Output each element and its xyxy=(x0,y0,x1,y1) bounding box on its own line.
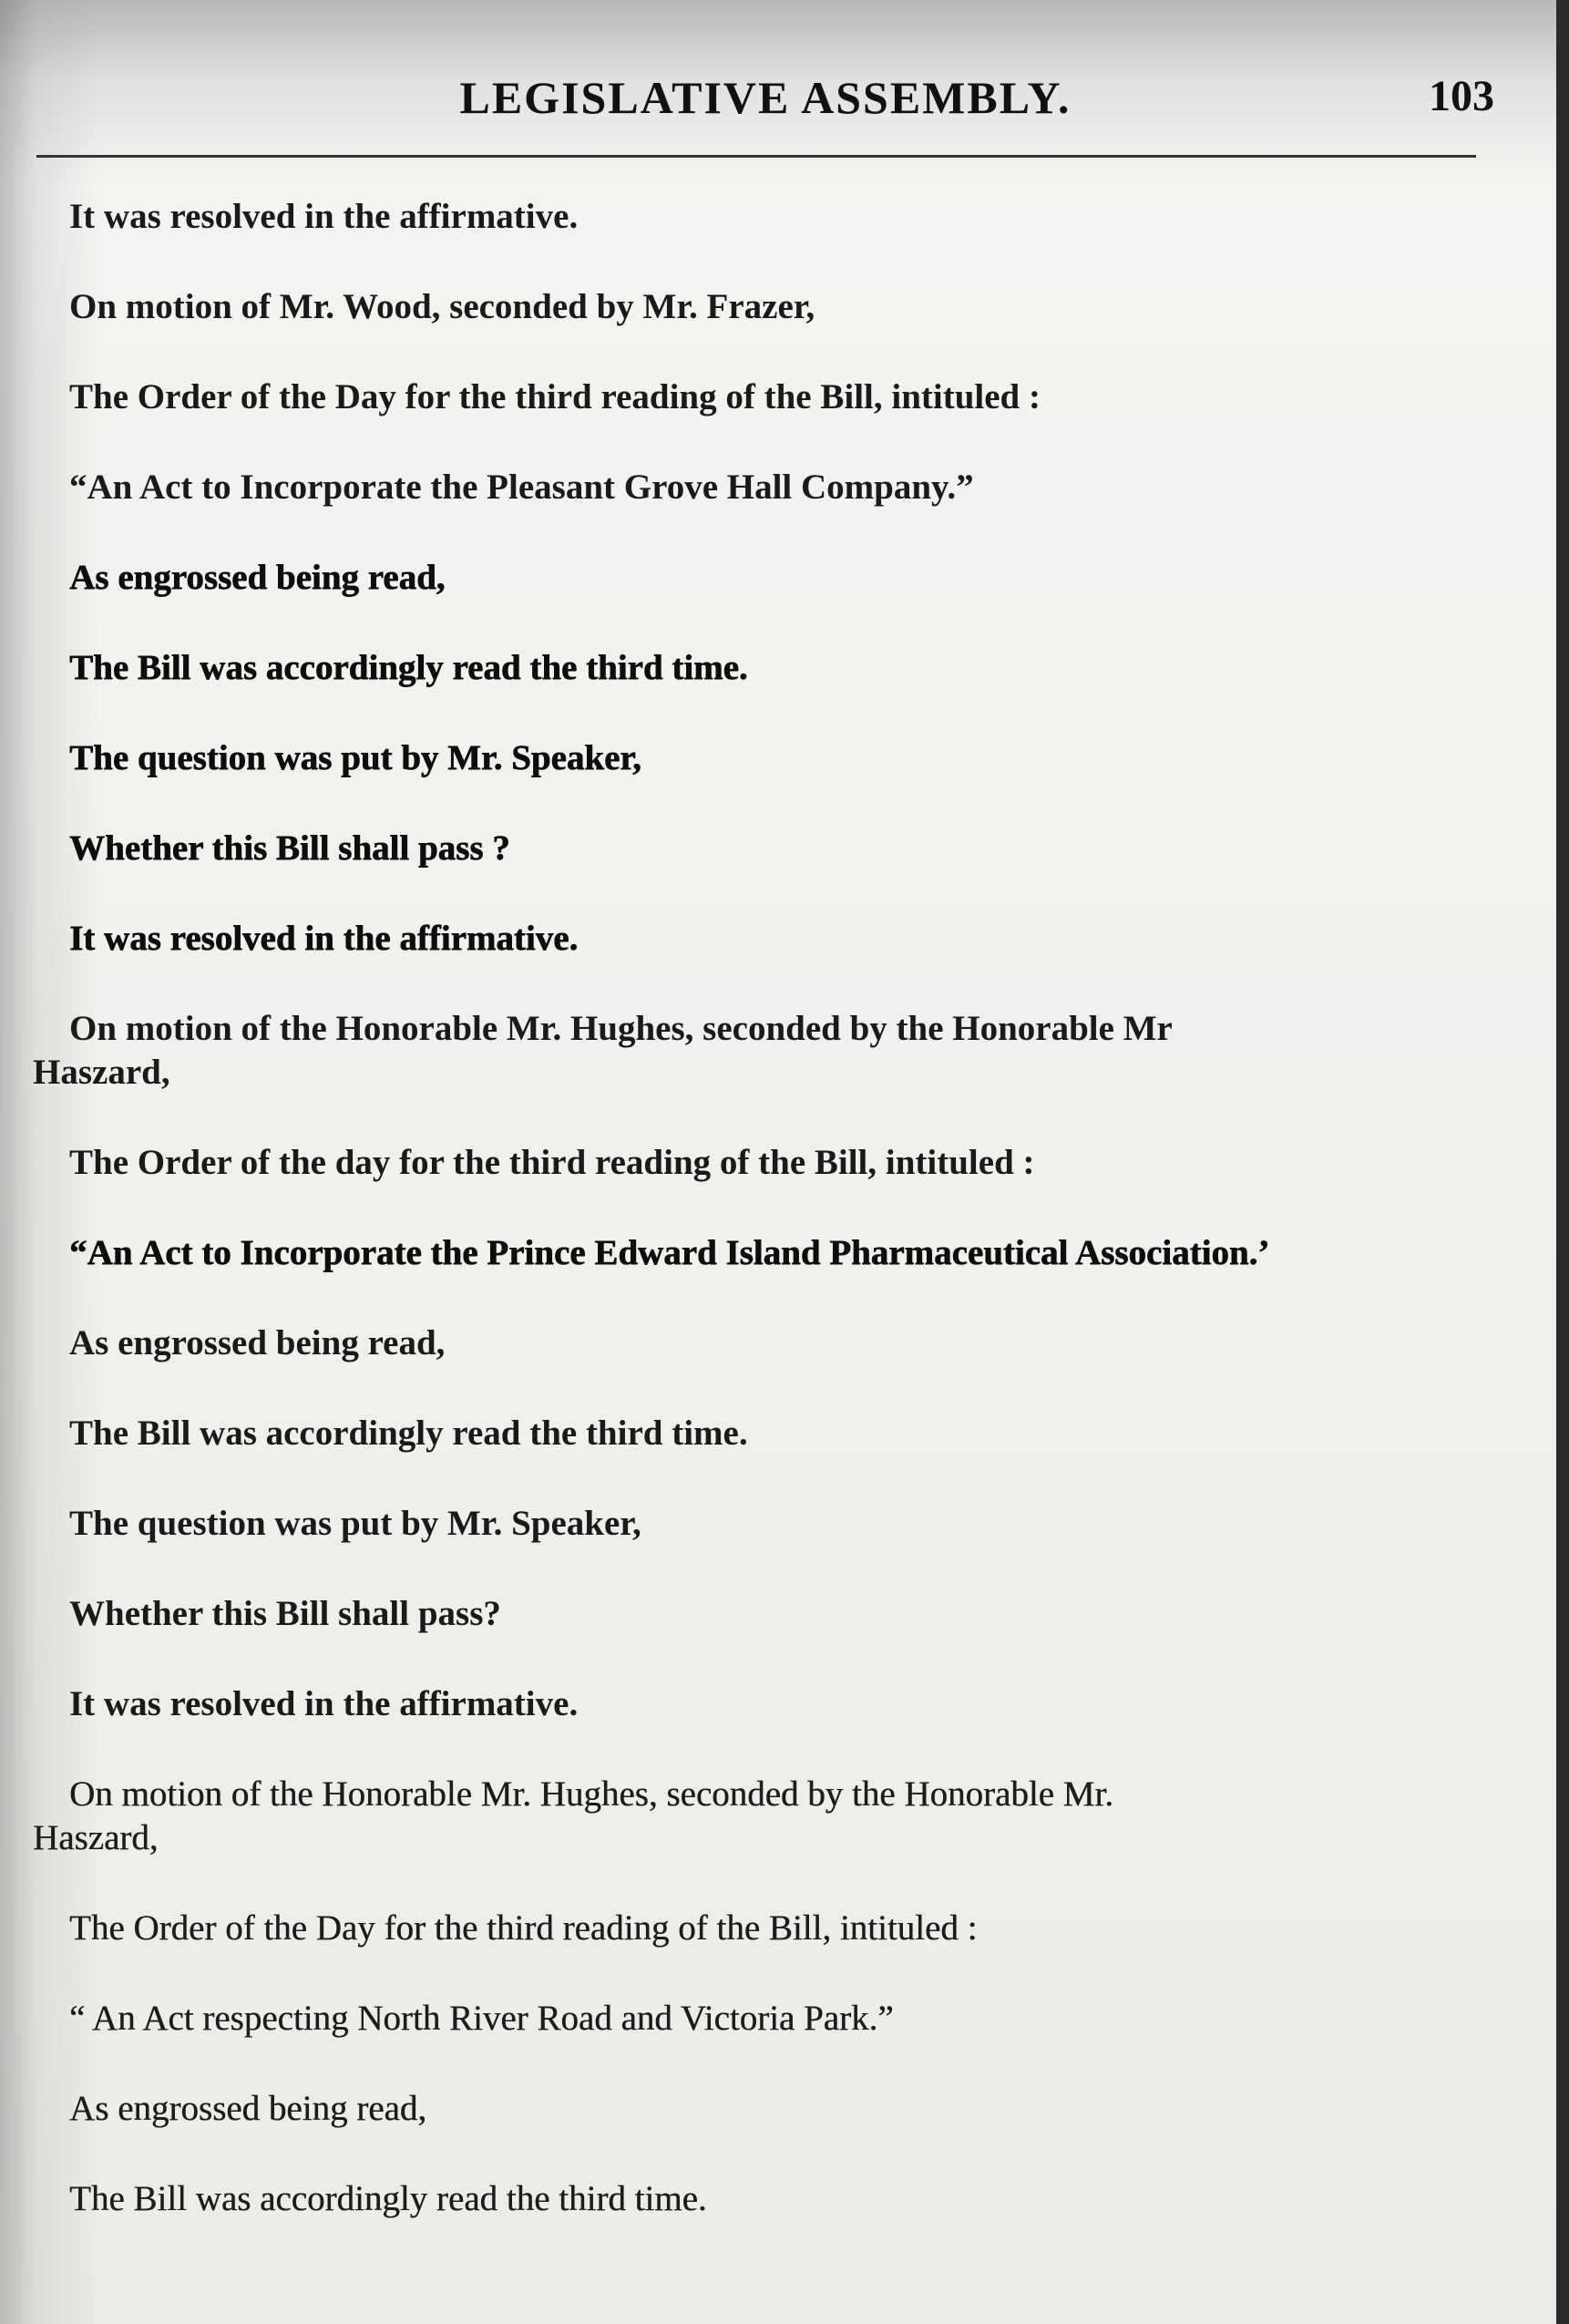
paragraph-third-reading: The Bill was accordingly read the third time. xyxy=(69,2179,707,2218)
body-text xyxy=(33,195,1472,2267)
motion-line-1: On motion of the Honorable Mr. Hughes, seconded by the Honorable Mr. xyxy=(69,1774,1113,1814)
motion-line-2: Haszard, xyxy=(33,1818,159,1857)
paragraph-motion: On motion of Mr. Wood, seconded by Mr. Frazer, xyxy=(69,287,815,326)
paragraph-bill-title: “An Act to Incorporate the Pleasant Grove Hall Company.” xyxy=(69,468,974,507)
page-number: 103 xyxy=(1429,72,1494,120)
paragraph-third-reading: The Bill was accordingly read the third time. xyxy=(69,648,748,687)
paragraph-engrossed: As engrossed being read, xyxy=(69,558,446,597)
paragraph-resolved: It was resolved in the affirmative. xyxy=(69,1684,579,1723)
paragraph-order-of-day: The Order of the day for the third reading of the Bill, intituled : xyxy=(69,1143,1035,1182)
paragraph-engrossed: As engrossed being read, xyxy=(69,1323,446,1363)
paragraph-third-reading: The Bill was accordingly read the third time. xyxy=(69,1414,748,1453)
running-title: LEGISLATIVE ASSEMBLY. xyxy=(459,72,1072,123)
motion-line-1: On motion of the Honorable Mr. Hughes, seconded by the Honorable Mr xyxy=(69,1009,1173,1048)
paragraph-motion xyxy=(33,1007,1472,1095)
paragraph-motion xyxy=(33,1773,1472,1860)
page-header xyxy=(36,62,1494,126)
paragraph-resolved: It was resolved in the affirmative. xyxy=(69,919,579,958)
paragraph-whether-pass: Whether this Bill shall pass ? xyxy=(69,828,510,868)
paragraph-whether-pass: Whether this Bill shall pass? xyxy=(69,1594,501,1633)
paragraph-question: The question was put by Mr. Speaker, xyxy=(69,738,641,777)
paragraph-order-of-day: The Order of the Day for the third reading of the Bill, intituled : xyxy=(69,1908,978,1948)
header-rule xyxy=(36,155,1476,158)
paragraph-order-of-day: The Order of the Day for the third reading of the Bill, intituled : xyxy=(69,377,1041,416)
scan-edge xyxy=(1556,0,1569,2324)
motion-line-2: Haszard, xyxy=(33,1053,170,1092)
paragraph-bill-title: “An Act to Incorporate the Prince Edward Island Pharmaceutical Association.’ xyxy=(69,1233,1270,1272)
paragraph-bill-title: “ An Act respecting North River Road and Victoria Park.” xyxy=(69,1999,894,2038)
paragraph-resolved: It was resolved in the affirmative. xyxy=(69,197,579,236)
paragraph-engrossed: As engrossed being read, xyxy=(69,2089,427,2128)
paragraph-question: The question was put by Mr. Speaker, xyxy=(69,1504,641,1543)
